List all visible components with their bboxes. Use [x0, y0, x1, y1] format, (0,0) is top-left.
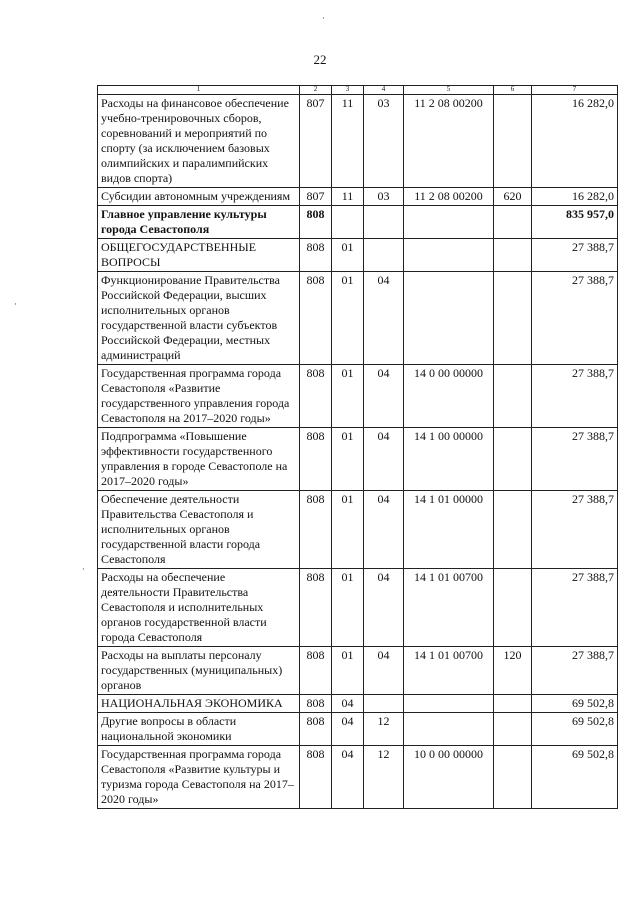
cell-vr: [494, 491, 532, 569]
cell-csr: 11 2 08 00200: [404, 95, 494, 188]
budget-table: [97, 85, 618, 809]
scan-speck: ·: [82, 565, 85, 575]
cell-vr: [494, 95, 532, 188]
table-row: [98, 746, 618, 809]
cell-gr: 808: [300, 746, 332, 809]
cell-vr: [494, 695, 532, 713]
cell-rz: [332, 206, 364, 239]
column-number-row: [98, 86, 618, 95]
table-row: [98, 713, 618, 746]
table-row: [98, 569, 618, 647]
cell-sum: 27 388,7: [532, 365, 618, 428]
cell-vr: [494, 569, 532, 647]
table-row: [98, 239, 618, 272]
cell-rz: 01: [332, 272, 364, 365]
cell-name: ОБЩЕГОСУДАРСТВЕННЫЕ ВОПРОСЫ: [98, 239, 300, 272]
cell-pr: 03: [364, 188, 404, 206]
cell-gr: 808: [300, 647, 332, 695]
table-row: [98, 206, 618, 239]
cell-gr: 808: [300, 713, 332, 746]
cell-vr: [494, 206, 532, 239]
cell-rz: 11: [332, 95, 364, 188]
cell-sum: 27 388,7: [532, 491, 618, 569]
cell-gr: 808: [300, 491, 332, 569]
cell-vr: [494, 746, 532, 809]
cell-gr: 808: [300, 365, 332, 428]
page-number: 22: [313, 52, 327, 67]
cell-pr: 12: [364, 746, 404, 809]
cell-csr: 14 1 01 00700: [404, 569, 494, 647]
cell-name: Расходы на финансовое обеспечение учебно-тренировочных сборов, соревнований и мероприятий по спорту (за исключением базовых олимпийских и паралимпийских видов спорта): [98, 95, 300, 188]
cell-name: Подпрограмма «Повышение эффективности государственного управления в городе Севастополе на 2017–2020 годы»: [98, 428, 300, 491]
cell-name: Главное управление культуры города Севастополя: [98, 206, 300, 239]
column-number: 7: [532, 86, 618, 95]
cell-sum: 27 388,7: [532, 272, 618, 365]
cell-sum: 27 388,7: [532, 428, 618, 491]
cell-sum: 835 957,0: [532, 206, 618, 239]
cell-csr: [404, 239, 494, 272]
cell-vr: 620: [494, 188, 532, 206]
cell-gr: 808: [300, 206, 332, 239]
table-row: [98, 95, 618, 188]
cell-csr: 14 1 00 00000: [404, 428, 494, 491]
cell-csr: [404, 206, 494, 239]
cell-gr: 807: [300, 95, 332, 188]
cell-vr: 120: [494, 647, 532, 695]
cell-csr: 14 1 01 00000: [404, 491, 494, 569]
cell-name: Государственная программа города Севастополя «Развитие государственного управления города Севастополя на 2017–2020 годы»: [98, 365, 300, 428]
cell-csr: 11 2 08 00200: [404, 188, 494, 206]
cell-name: Государственная программа города Севастополя «Развитие культуры и туризма города Севастополя на 2017–2020 годы»: [98, 746, 300, 809]
cell-gr: 808: [300, 569, 332, 647]
cell-name: Функционирование Правительства Российской Федерации, высших исполнительных органов государственной власти субъектов Российской Федерации, местных администраций: [98, 272, 300, 365]
table-body: [98, 86, 618, 809]
table-row: [98, 188, 618, 206]
cell-name: Другие вопросы в области национальной экономики: [98, 713, 300, 746]
cell-pr: 03: [364, 95, 404, 188]
cell-sum: 69 502,8: [532, 713, 618, 746]
cell-pr: 04: [364, 647, 404, 695]
cell-csr: [404, 272, 494, 365]
cell-csr: 14 0 00 00000: [404, 365, 494, 428]
cell-name: Обеспечение деятельности Правительства Севастополя и исполнительных органов государственной власти города Севастополя: [98, 491, 300, 569]
cell-rz: 01: [332, 428, 364, 491]
cell-vr: [494, 713, 532, 746]
column-number: 1: [98, 86, 300, 95]
cell-name: Расходы на обеспечение деятельности Правительства Севастополя и исполнительных органов государственной власти города Севастополя: [98, 569, 300, 647]
cell-vr: [494, 365, 532, 428]
cell-vr: [494, 239, 532, 272]
cell-rz: 04: [332, 713, 364, 746]
column-number: 4: [364, 86, 404, 95]
cell-rz: 01: [332, 491, 364, 569]
cell-gr: 808: [300, 695, 332, 713]
cell-csr: 14 1 01 00700: [404, 647, 494, 695]
table-row: [98, 365, 618, 428]
cell-pr: [364, 695, 404, 713]
table-row: [98, 695, 618, 713]
column-number: 2: [300, 86, 332, 95]
cell-pr: 04: [364, 272, 404, 365]
table-row: [98, 272, 618, 365]
cell-rz: 01: [332, 647, 364, 695]
cell-sum: 16 282,0: [532, 95, 618, 188]
cell-name: Расходы на выплаты персоналу государственных (муниципальных) органов: [98, 647, 300, 695]
column-number: 6: [494, 86, 532, 95]
scan-speck: ·: [322, 14, 325, 24]
cell-csr: [404, 695, 494, 713]
cell-csr: 10 0 00 00000: [404, 746, 494, 809]
cell-gr: 808: [300, 272, 332, 365]
cell-pr: 04: [364, 569, 404, 647]
cell-pr: [364, 239, 404, 272]
cell-vr: [494, 272, 532, 365]
cell-gr: 808: [300, 428, 332, 491]
cell-rz: 04: [332, 746, 364, 809]
cell-sum: 27 388,7: [532, 569, 618, 647]
cell-gr: 807: [300, 188, 332, 206]
cell-sum: 69 502,8: [532, 746, 618, 809]
cell-pr: 04: [364, 365, 404, 428]
cell-pr: [364, 206, 404, 239]
cell-pr: 12: [364, 713, 404, 746]
cell-rz: 04: [332, 695, 364, 713]
cell-rz: 11: [332, 188, 364, 206]
cell-sum: 16 282,0: [532, 188, 618, 206]
cell-pr: 04: [364, 428, 404, 491]
cell-rz: 01: [332, 569, 364, 647]
column-number: 3: [332, 86, 364, 95]
scan-speck: ·: [14, 300, 17, 310]
cell-rz: 01: [332, 239, 364, 272]
cell-pr: 04: [364, 491, 404, 569]
cell-vr: [494, 428, 532, 491]
cell-rz: 01: [332, 365, 364, 428]
cell-csr: [404, 713, 494, 746]
column-number: 5: [404, 86, 494, 95]
cell-gr: 808: [300, 239, 332, 272]
cell-name: Субсидии автономным учреждениям: [98, 188, 300, 206]
cell-sum: 27 388,7: [532, 647, 618, 695]
table-row: [98, 647, 618, 695]
table-row: [98, 428, 618, 491]
cell-name: НАЦИОНАЛЬНАЯ ЭКОНОМИКА: [98, 695, 300, 713]
cell-sum: 27 388,7: [532, 239, 618, 272]
table-row: [98, 491, 618, 569]
cell-sum: 69 502,8: [532, 695, 618, 713]
